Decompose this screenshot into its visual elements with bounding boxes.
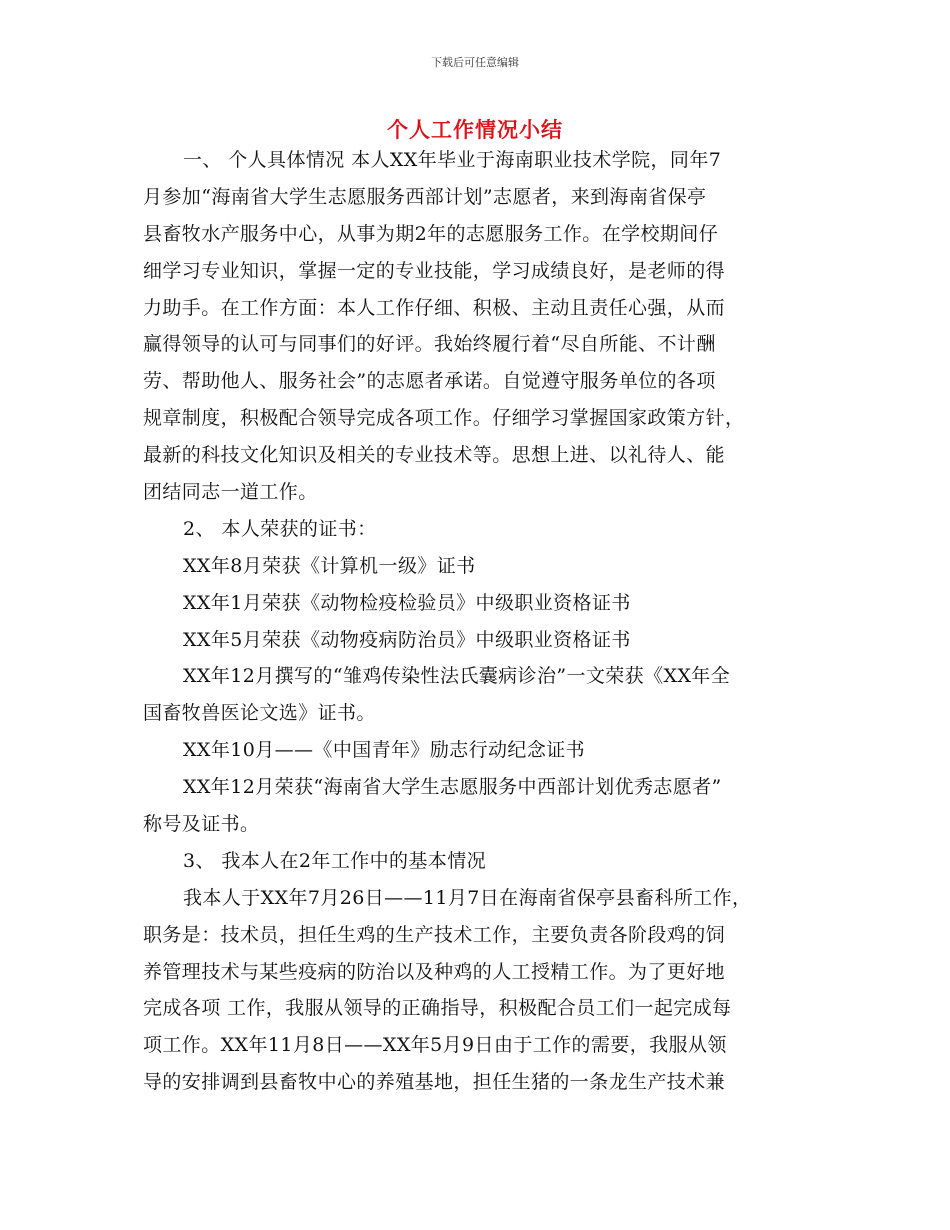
paragraph-line: 导的安排调到县畜牧中心的养殖基地，担任生猪的一条龙生产技术兼 <box>143 1071 726 1094</box>
document-title: 个人工作情况小结 <box>387 117 563 142</box>
paragraph-line: 我本人于XX年7月26日——11月7日在海南省保亭县畜科所工作， <box>183 886 752 909</box>
paragraph-line: 完成各项 工作，我服从领导的正确指导，积极配合员工们一起完成每 <box>143 997 732 1020</box>
paragraph-line: 赢得领导的认可与同事们的好评。我始终履行着“尽自所能、不计酬 <box>143 333 716 356</box>
paragraph-line: 一、 个人具体情况 本人XX年毕业于海南职业技术学院，同年7 <box>183 149 722 171</box>
paragraph-line: 月参加“海南省大学生志愿服务西部计划”志愿者，来到海南省保亭 <box>143 185 707 208</box>
certificate-item: XX年1月荣获《动物检疫检验员》中级职业资格证书 <box>183 591 631 614</box>
paragraph-line: 劳、帮助他人、服务社会”的志愿者承诺。自觉遵守服务单位的各项 <box>143 370 716 393</box>
paragraph-line: 县畜牧水产服务中心，从事为期2年的志愿服务工作。在学校期间仔 <box>143 222 719 245</box>
certificate-item-continuation: 称号及证书。 <box>143 813 260 836</box>
paragraph-line: 职务是：技术员，担任生鸡的生产技术工作，主要负责各阶段鸡的饲 <box>143 923 726 946</box>
paragraph-line: 养管理技术与某些疫病的防治以及种鸡的人工授精工作。为了更好地 <box>143 960 726 983</box>
paragraph-line: 项工作。XX年11月8日——XX年5月9日由于工作的需要，我服从领 <box>143 1034 727 1057</box>
certificate-item-continuation: 国畜牧兽医论文选》证书。 <box>143 702 376 725</box>
page-header-note: 下载后可任意编辑 <box>431 56 519 69</box>
section-heading: 3、 我本人在2年工作中的基本情况 <box>183 849 487 872</box>
paragraph-line: 细学习专业知识，掌握一定的专业技能，学习成绩良好，是老师的得 <box>143 259 726 282</box>
paragraph-line: 力助手。在工作方面：本人工作仔细、积极、主动且责任心强，从而 <box>143 296 726 319</box>
document-body <box>143 142 813 1101</box>
paragraph-line: 最新的科技文化知识及相关的专业技术等。思想上进、以礼待人、能 <box>143 444 726 467</box>
certificate-item: XX年12月撰写的“雏鸡传染性法氏囊病诊治”一文荣获《XX年全 <box>183 665 731 688</box>
certificate-item: XX年8月荣获《计算机一级》证书 <box>183 554 476 577</box>
certificate-item: XX年12月荣获“海南省大学生志愿服务中西部计划优秀志愿者” <box>183 776 722 799</box>
paragraph-line: 团结同志一道工作。 <box>143 481 318 504</box>
paragraph-line: 规章制度，积极配合领导完成各项工作。仔细学习掌握国家政策方针， <box>143 407 745 430</box>
section-heading: 2、 本人荣获的证书： <box>183 517 377 540</box>
certificate-item: XX年10月——《中国青年》励志行动纪念证书 <box>183 739 586 762</box>
certificate-item: XX年5月荣获《动物疫病防治员》中级职业资格证书 <box>183 628 631 651</box>
